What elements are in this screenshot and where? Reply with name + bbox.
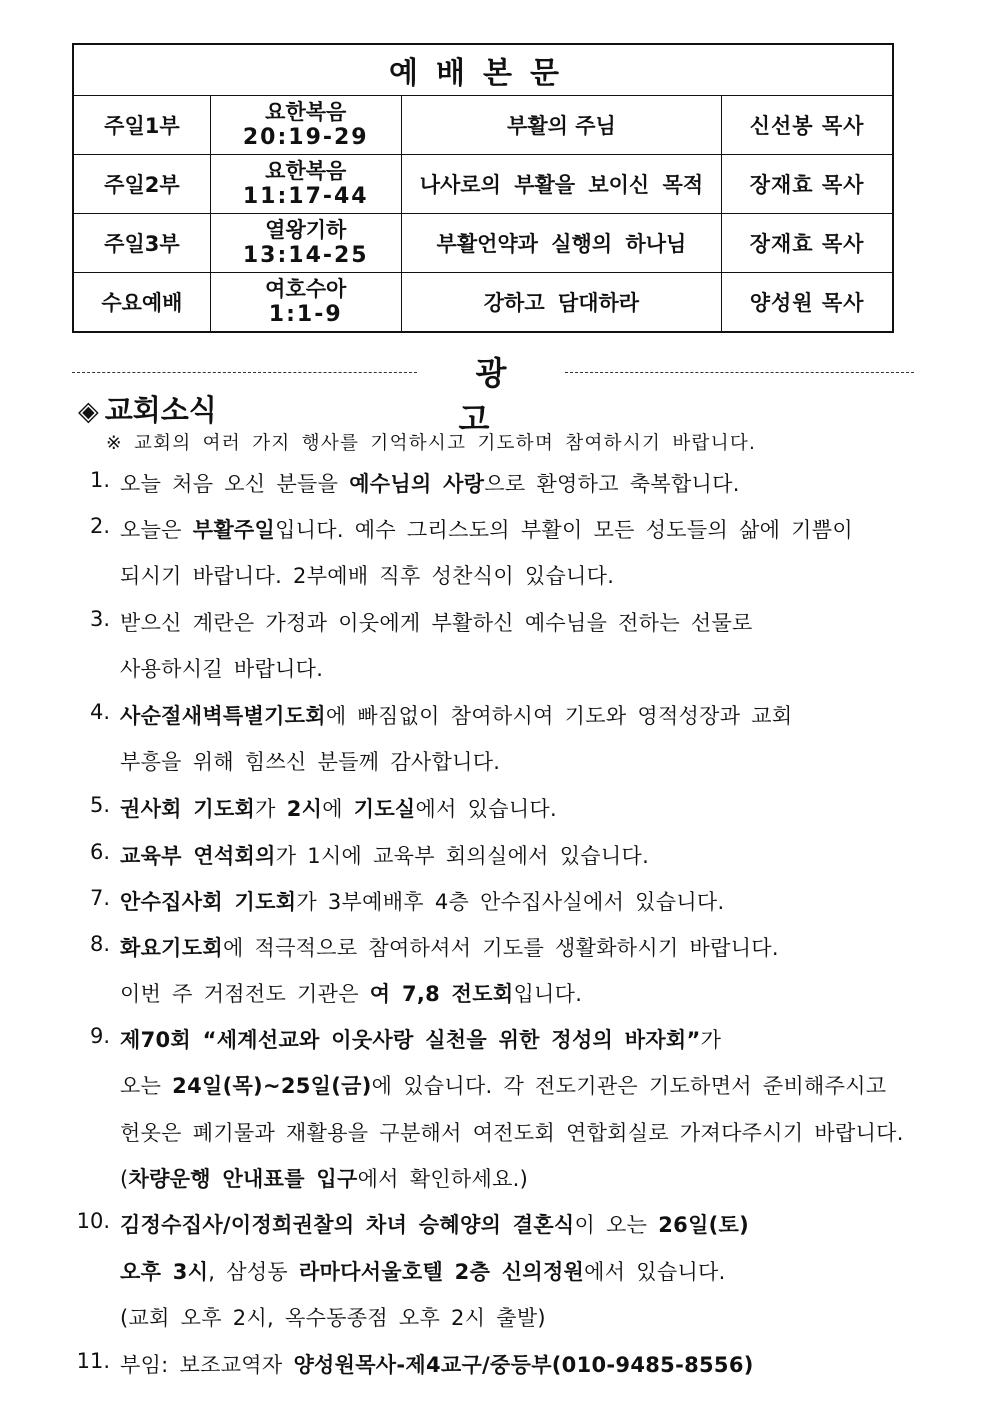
item-text: 이 오는 (574, 1213, 659, 1237)
service-name: 주일3부 (73, 214, 210, 273)
dashed-divider-left (72, 372, 417, 373)
table-row (73, 96, 893, 155)
table-row (73, 214, 893, 273)
list-item (120, 1209, 749, 1239)
item-text: 에 빠짐없이 참여하시여 기도와 영적성장과 교회 (325, 704, 793, 728)
list-item-continuation (120, 1070, 886, 1100)
item-emphasis: 26일(토) (658, 1213, 750, 1237)
item-emphasis: 부활주일 (192, 518, 276, 542)
scripture (210, 96, 401, 155)
list-item (120, 840, 649, 870)
service-name: 수요예배 (73, 273, 210, 333)
item-text: ( (120, 1167, 129, 1191)
preacher: 장재효 목사 (722, 155, 893, 214)
list-item-continuation: 사용하시길 바랍니다. (120, 657, 324, 681)
sermon-title: 강하고 담대하라 (401, 273, 722, 333)
preacher: 신선봉 목사 (722, 96, 893, 155)
item-text: 부임: 보조교역자 (120, 1353, 294, 1377)
list-item-continuation (120, 978, 582, 1008)
item-text: 에서 있습니다. (415, 797, 557, 821)
scripture-verse: 11:17-44 (242, 184, 369, 209)
list-item (120, 700, 792, 730)
list-item-continuation: 되시기 바랍니다. 2부예배 직후 성찬식이 있습니다. (120, 564, 615, 588)
preacher: 장재효 목사 (722, 214, 893, 273)
scripture-verse: 20:19-29 (242, 125, 369, 150)
item-emphasis: 화요기도회 (120, 936, 223, 960)
list-item (120, 468, 740, 498)
item-emphasis: 양성원목사-제4교구/중등부(010-9485-8556) (293, 1353, 754, 1377)
section-note: ※ 교회의 여러 가지 행사를 기억하시고 기도하며 참여하시기 바랍니다. (106, 433, 757, 454)
list-item (120, 1024, 721, 1054)
list-item (120, 514, 853, 544)
item-text: 입니다. 예수 그리스도의 부활이 모든 성도들의 삶에 기쁨이 (275, 518, 853, 542)
item-emphasis: 라마다서울호텔 2층 신의정원 (298, 1260, 585, 1284)
list-item (120, 886, 724, 916)
sermon-title: 나사로의 부활을 보이신 목적 (401, 155, 722, 214)
item-number: 4. (89, 700, 110, 724)
sermon-title: 부활언약과 실행의 하나님 (401, 214, 722, 273)
service-table-title: 예배본문 (389, 56, 577, 91)
item-text: 오는 (120, 1074, 173, 1098)
list-item (120, 932, 779, 962)
item-number: 6. (89, 840, 110, 864)
item-emphasis: 여 7,8 전도회 (369, 982, 514, 1006)
list-item-continuation: (교회 오후 2시, 옥수동종점 오후 2시 출발) (120, 1306, 546, 1330)
item-text: 가 (255, 797, 287, 821)
item-number: 7. (89, 886, 110, 910)
item-text: 오늘은 (120, 518, 193, 542)
item-text: , 삼성동 (208, 1260, 299, 1284)
item-number: 9. (89, 1024, 110, 1048)
item-number: 8. (89, 932, 110, 956)
item-text: 에 있습니다. 각 전도기관은 기도하면서 준비해주시고 (371, 1074, 887, 1098)
sermon-title: 부활의 주님 (401, 96, 722, 155)
notices-title: 광고 (458, 354, 541, 438)
table-row (73, 155, 893, 214)
item-emphasis: 2시 (286, 797, 323, 821)
list-item-continuation: 헌옷은 폐기물과 재활용을 구분해서 여전도회 연합회실로 가져다주시기 바랍니다. (120, 1121, 904, 1145)
list-item-continuation (120, 1256, 726, 1286)
item-emphasis: 안수집사회 기도회 (120, 890, 297, 914)
item-number: 11. (76, 1349, 110, 1373)
item-text: 에서 확인하세요.) (357, 1167, 529, 1191)
item-text: 에 (322, 797, 354, 821)
item-text: 이번 주 거점전도 기관은 (120, 982, 370, 1006)
scripture (210, 155, 401, 214)
section-title: 교회소식 (104, 393, 217, 427)
item-number: 1. (89, 468, 110, 492)
item-number: 5. (89, 793, 110, 817)
section-heading (78, 388, 217, 429)
item-text: 가 3부예배후 4층 안수집사실에서 있습니다. (296, 890, 725, 914)
scripture-book: 요한복음 (265, 100, 347, 124)
service-table (72, 43, 894, 333)
item-text: 에서 있습니다. (584, 1260, 726, 1284)
item-emphasis: 예수님의 사랑 (349, 472, 485, 496)
item-emphasis: 기도실 (353, 797, 416, 821)
dashed-divider-right (565, 372, 914, 373)
item-text: 가 1시에 교육부 회의실에서 있습니다. (275, 844, 650, 868)
list-item-continuation (120, 1163, 528, 1193)
item-number: 10. (76, 1209, 110, 1233)
item-emphasis: 권사회 기도회 (120, 797, 256, 821)
item-text: 으로 환영하고 축복합니다. (484, 472, 740, 496)
service-name: 주일1부 (73, 96, 210, 155)
item-emphasis: 24일(목)~25일(금) (172, 1074, 372, 1098)
scripture-book: 여호수아 (265, 277, 347, 301)
item-text: 가 (700, 1028, 722, 1052)
scripture-verse: 13:14-25 (242, 243, 369, 268)
item-text: 에 적극적으로 참여하셔서 기도를 생활화하시기 바랍니다. (222, 936, 779, 960)
item-text: 오늘 처음 오신 분들을 (120, 472, 350, 496)
scripture-verse: 1:1-9 (268, 302, 343, 327)
list-item (120, 1349, 754, 1379)
list-item: 받으신 계란은 가정과 이웃에게 부활하신 예수님을 전하는 선물로 (120, 611, 753, 635)
item-text: 입니다. (513, 982, 583, 1006)
item-emphasis: 교육부 연석회의 (120, 844, 276, 868)
item-number: 2. (89, 514, 110, 538)
service-name: 주일2부 (73, 155, 210, 214)
item-emphasis: 차량운행 안내표를 입구 (128, 1167, 358, 1191)
preacher: 양성원 목사 (722, 273, 893, 333)
table-row (73, 273, 893, 333)
list-item-continuation: 부흥을 위해 힘쓰신 분들께 감사합니다. (120, 750, 501, 774)
item-emphasis: 제70회 “세계선교와 이웃사랑 실천을 위한 정성의 바자회” (120, 1028, 701, 1052)
item-emphasis: 사순절새벽특별기도회 (120, 704, 326, 728)
scripture-book: 요한복음 (265, 159, 347, 183)
scripture (210, 214, 401, 273)
diamond-bullet-icon: ◈ (78, 396, 99, 427)
scripture-book: 열왕기하 (265, 218, 347, 242)
item-emphasis: 김정수집사/이정희권찰의 차녀 승혜양의 결혼식 (120, 1213, 575, 1237)
item-emphasis: 오후 3시 (120, 1260, 209, 1284)
item-number: 3. (89, 607, 110, 631)
scripture (210, 273, 401, 333)
list-item (120, 793, 557, 823)
service-table-title-cell (73, 44, 893, 96)
